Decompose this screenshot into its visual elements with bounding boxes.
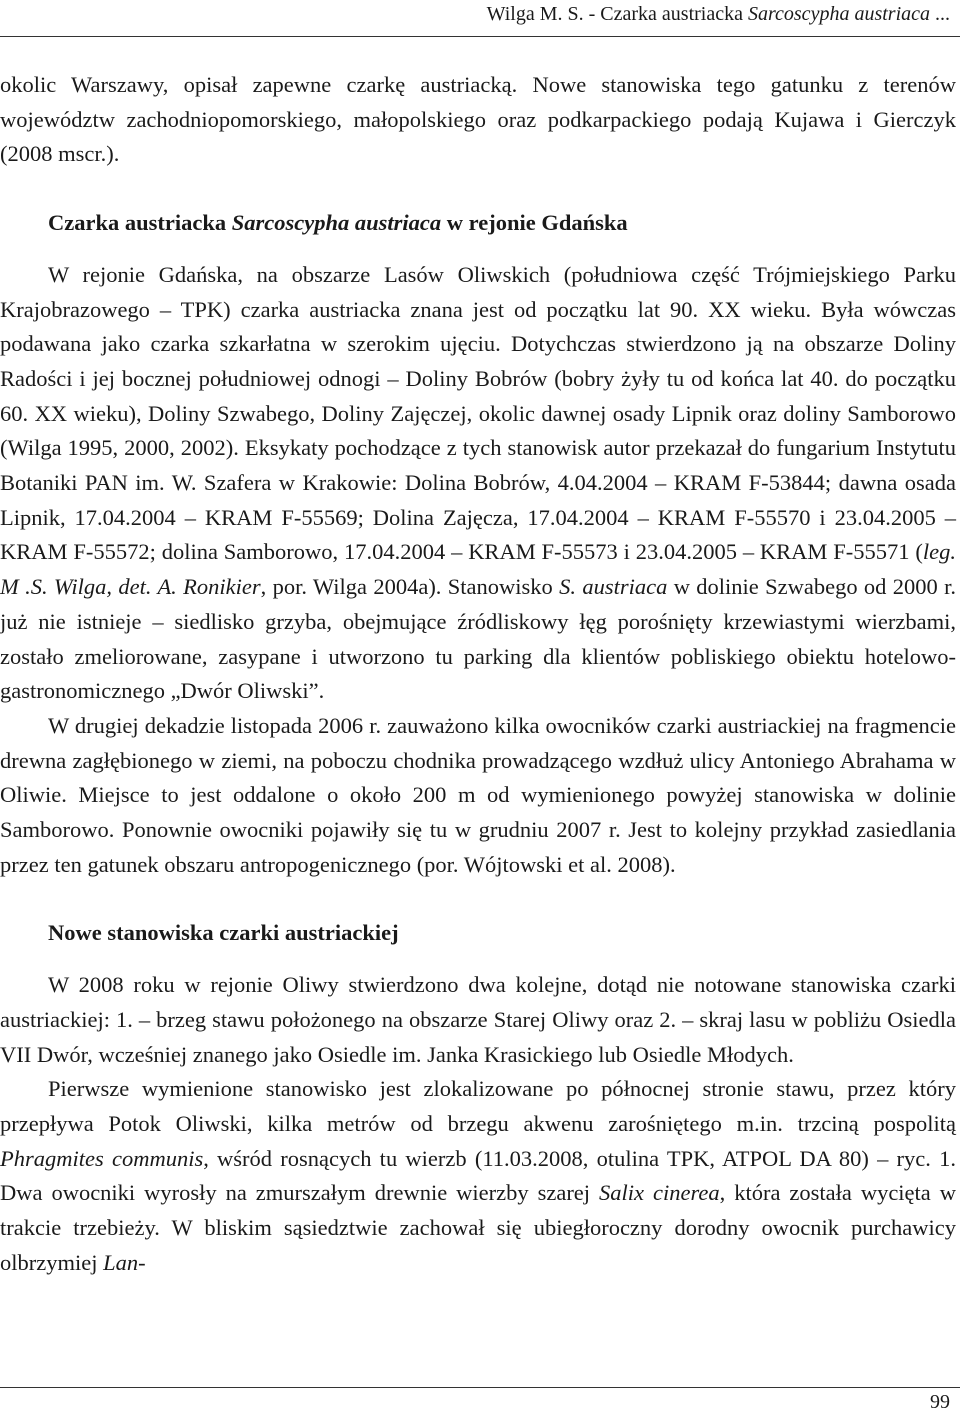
heading-text: Czarka austriacka xyxy=(48,210,232,236)
running-head-ellipsis: ... xyxy=(930,3,950,25)
heading-species: Sarcoscypha austriaca xyxy=(231,210,442,236)
text-run: Pierwsze wymienione stanowisko jest zlokalizowane po północnej stronie stawu, przez który przepływa Potok Oliwski, kilka metrów od brzegu akwenu zarośniętego m.in. trzciną pospolitą xyxy=(0,1076,956,1136)
text-run: , por. Wilga 2004a). Stanowisko xyxy=(260,574,560,600)
spacer xyxy=(0,172,956,206)
text-run-italic: Lan- xyxy=(103,1249,146,1275)
spacer xyxy=(0,951,956,968)
footer-rule xyxy=(0,1387,960,1388)
spacer xyxy=(0,882,956,916)
text-run-italic: S. austriaca xyxy=(559,574,668,600)
section-heading-new-sites: Nowe stanowiska czarki austriackiej xyxy=(48,920,399,946)
text-run: W rejonie Gdańska, na obszarze Lasów Oliwskich (południowa część Trójmiejskiego Parku Krajobrazowego – TPK) czarka austriacka znana jest od początku lat 90. XX wieku. Była wówczas podawana jako czarka szkarłatna w szerokim ujęciu. Dotychczas stwierdzono ją na obszarze Doliny Radości i jej bocznej południowej odnogi – Doliny Bobrów (bobry żyły tu od końca lat 40. do początku 60. XX wieku), Doliny Szwabego, Doliny Zajęczej, okolic dawnej osady Lipnik oraz doliny Samborowo (Wilga 1995, 2000, 2002). Eksykaty pochodzące z tych stanowisk autor przekazał do fungarium Instytutu Botaniki PAN im. W. Szafera w Krakowie: Dolina Bobrów, 4.04.2004 – KRAM F-53844; dawna osada Lipnik, 17.04.2004 – KRAM F-55569; Dolina Zajęcza, 17.04.2004 – KRAM F-55570 i 23.04.2005 – KRAM F-55572; dolina Samborowo, 17.04.2004 – KRAM F-55573 i 23.04.2005 – KRAM F-55571 ( xyxy=(0,261,956,565)
text-run-italic: leg. M .S. Wilga, det. A. Ronikier xyxy=(0,539,956,600)
text-run-italic: Salix cinerea xyxy=(599,1180,720,1206)
heading-text-tail: w rejonie Gdańska xyxy=(441,210,628,236)
intro-paragraph: okolic Warszawy, opisał zapewne czarkę austriacką. Nowe stanowiska tego gatunku z terenów województw zachodniopomorskiego, małopolskiego oraz podkarpackiego podają Kujawa i Gierczyk (2008 mscr.). xyxy=(0,72,956,167)
header-rule xyxy=(0,36,960,37)
section-heading-gdansk xyxy=(0,206,956,241)
spacer xyxy=(0,241,956,258)
running-head-author-title: Wilga M. S. - Czarka austriacka xyxy=(486,3,748,25)
paragraph-new-sites-2008: W 2008 roku w rejonie Oliwy stwierdzono dwa kolejne, dotąd nie notowane stanowiska czarki austriackiej: 1. – brzeg stawu położonego na obszarze Starej Oliwy oraz 2. – skraj lasu w pobliżu Osiedla VII Dwór, wcześniej znanego jako Osiedle im. Janka Krasickiego lub Osiedle Młodych. xyxy=(0,972,956,1067)
text-run: , która została wycięta w trakcie trzebieży. W bliskim sąsiedztwie zachował się ubiegłoroczny dorodny owocnik purchawicy olbrzymiej xyxy=(0,1180,956,1275)
text-run-italic: Phragmites communis xyxy=(0,1145,204,1171)
article-body xyxy=(0,68,956,1281)
paragraph-pond-site xyxy=(0,1072,956,1280)
text-run: w dolinie Szwabego od 2000 r. już nie istnieje – siedlisko grzyba, obejmujące źródliskowy łęg porośnięty krzewiastymi wierzbami, zostało zmeliorowane, zasypane i utworzono tu parking dla klientów pobliskiego obiektu hotelowo-gastronomicznego „Dwór Oliwski”. xyxy=(0,574,956,704)
text-run: , wśród rosnących tu wierzb (11.03.2008, otulina TPK, ATPOL DA 80) – ryc. 1. Dwa owocniki wyrosły na zmurszałym drewnie wierzby szarej xyxy=(0,1145,956,1206)
paragraph-2006-observation: W drugiej dekadzie listopada 2006 r. zauważono kilka owocników czarki austriackiej na fragmencie drewna zagłębionego w ziemi, na poboczu chodnika prowadzącego wzdłuż ulicy Antoniego Abrahama w Oliwie. Miejsce to jest oddalone o około 200 m od wymienionego powyżej stanowiska w dolinie Samborowo. Ponownie owocniki pojawiły się tu w grudniu 2007 r. Jest to kolejny przykład zasiedlania przez ten gatunek obszaru antropogenicznego (por. Wójtowski et al. 2008). xyxy=(0,712,956,877)
paragraph-gdansk-history xyxy=(0,258,956,709)
running-head-species: Sarcoscypha austriaca xyxy=(747,3,930,25)
page-number: 99 xyxy=(930,1391,950,1413)
running-head xyxy=(0,0,960,32)
